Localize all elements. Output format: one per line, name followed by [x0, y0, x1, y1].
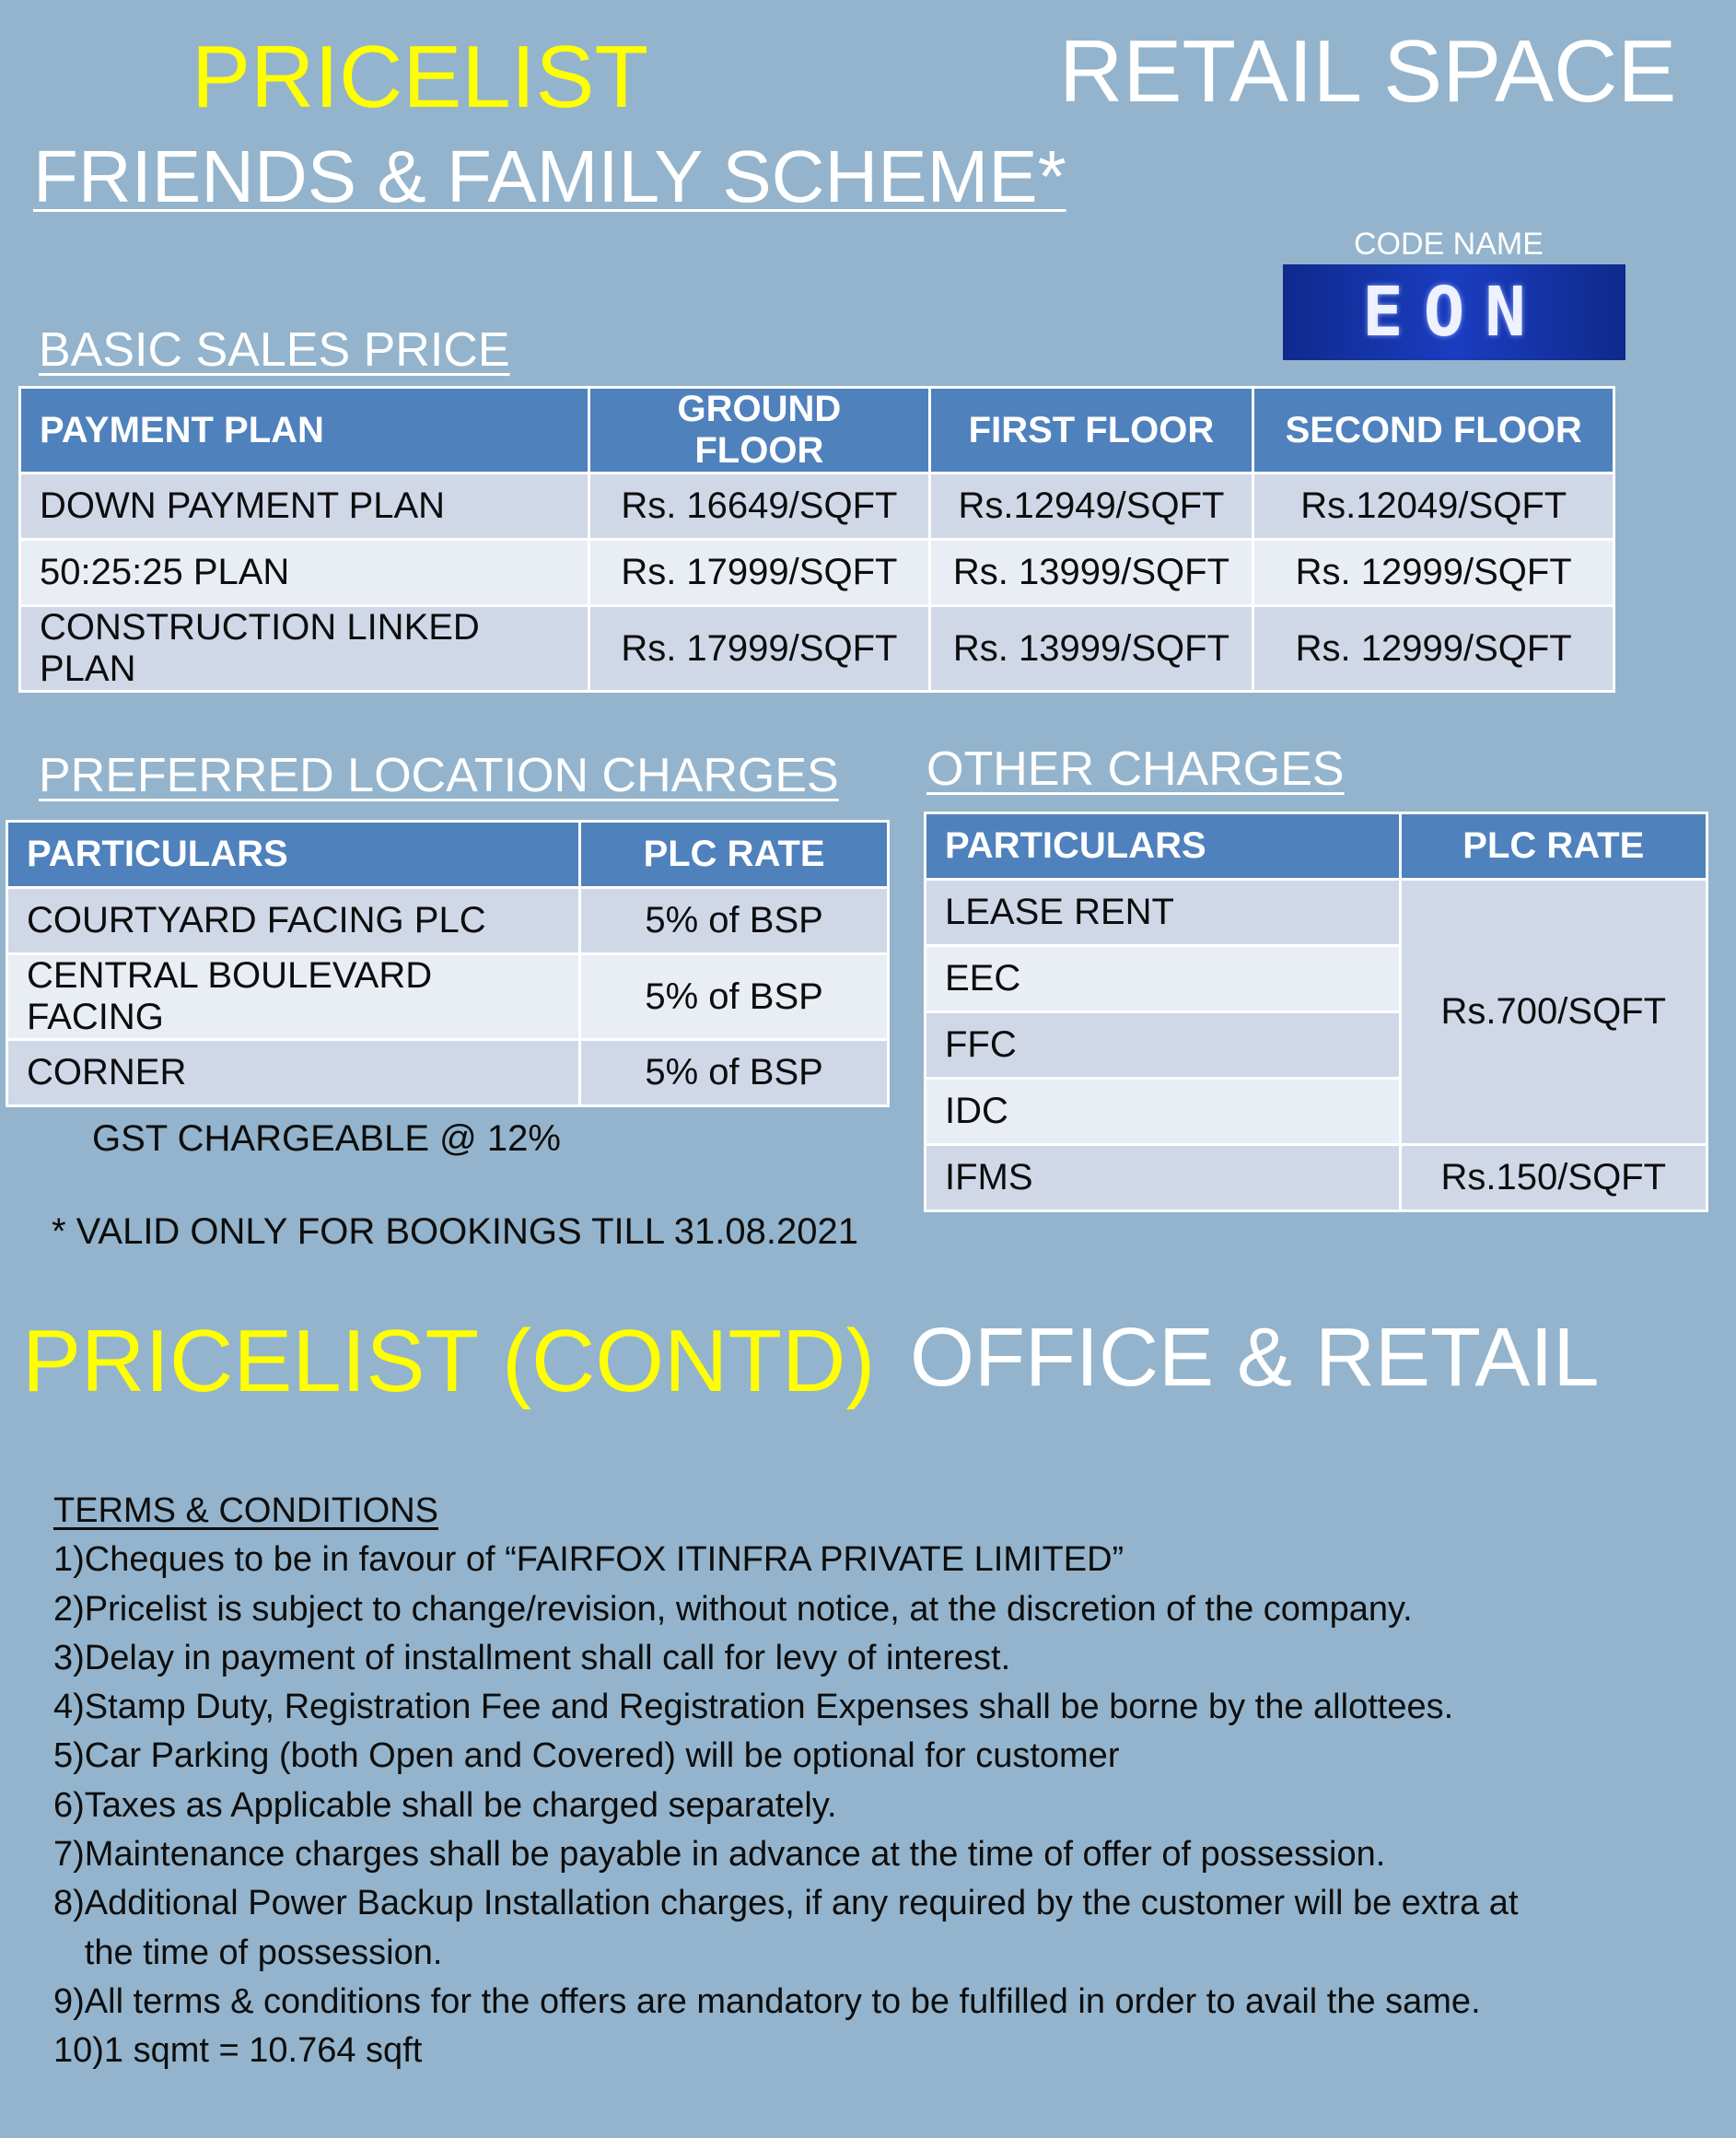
plc-col-header: PLC RATE: [580, 822, 889, 888]
term-number: 2): [53, 1589, 85, 1629]
table-row: [926, 1145, 1707, 1211]
code-name-label: CODE NAME: [1354, 227, 1544, 262]
term-text: Stamp Duty, Registration Fee and Registration Expenses shall be borne by the allottees.: [84, 1688, 1454, 1727]
eon-logo-text: EON: [1362, 273, 1546, 352]
list-item: [53, 1830, 1614, 1879]
gst-note: GST CHARGEABLE @ 12%: [92, 1118, 561, 1159]
list-item: [53, 2027, 1614, 2075]
plc-particular-cell: CENTRAL BOULEVARD FACING: [7, 954, 580, 1040]
bsp-plan-cell: CONSTRUCTION LINKED PLAN: [20, 606, 589, 692]
plc-table: [6, 820, 890, 1107]
other-particular-cell: FFC: [926, 1012, 1401, 1079]
plc-col-header: PARTICULARS: [7, 822, 580, 888]
scheme-title: FRIENDS & FAMILY SCHEME*: [33, 135, 1066, 217]
bsp-price-cell: Rs. 16649/SQFT: [589, 473, 929, 540]
other-rate-cell: Rs.150/SQFT: [1400, 1145, 1707, 1211]
term-text: Maintenance charges shall be payable in advance at the time of offer of possession.: [84, 1835, 1386, 1875]
term-number: 10): [53, 2031, 104, 2071]
page-title: PRICELIST: [192, 28, 649, 126]
term-text: Delay in payment of installment shall call for levy of interest.: [84, 1638, 1011, 1677]
list-item: [53, 1782, 1614, 1830]
contd-title: PRICELIST (CONTD): [22, 1312, 876, 1410]
bsp-col-header: GROUND FLOOR: [589, 388, 929, 473]
bsp-price-cell: Rs. 17999/SQFT: [589, 606, 929, 692]
plc-particular-cell: CORNER: [7, 1040, 580, 1106]
other-col-header: PLC RATE: [1400, 813, 1707, 880]
term-number: 1): [53, 1540, 85, 1580]
bsp-table: [18, 386, 1615, 693]
plc-particular-cell: COURTYARD FACING PLC: [7, 888, 580, 954]
term-text: 1 sqmt = 10.764 sqft: [103, 2031, 423, 2071]
list-item: [53, 1978, 1614, 2027]
term-text: Additional Power Backup Installation charges, if any required by the customer will be extra at the time of possession.: [84, 1884, 1519, 1972]
table-row: [20, 540, 1614, 606]
other-rate-cell: Rs.700/SQFT: [1400, 880, 1707, 1145]
other-col-header: PARTICULARS: [926, 813, 1401, 880]
term-number: 6): [53, 1785, 85, 1825]
plc-rate-cell: 5% of BSP: [580, 1040, 889, 1106]
list-item: [53, 1536, 1614, 1584]
term-text: Cheques to be in favour of “FAIRFOX ITINFRA PRIVATE LIMITED”: [84, 1540, 1124, 1580]
eon-logo: [1283, 264, 1625, 360]
bsp-col-header: FIRST FLOOR: [929, 388, 1253, 473]
terms-heading: TERMS & CONDITIONS: [53, 1491, 439, 1530]
bsp-price-cell: Rs. 13999/SQFT: [929, 606, 1253, 692]
bsp-col-header: SECOND FLOOR: [1253, 388, 1614, 473]
validity-note: * VALID ONLY FOR BOOKINGS TILL 31.08.2021: [52, 1211, 858, 1252]
term-number: 3): [53, 1638, 85, 1677]
table-row: [7, 954, 889, 1040]
table-row: [20, 606, 1614, 692]
other-particular-cell: IDC: [926, 1079, 1401, 1145]
term-number: 4): [53, 1688, 85, 1727]
bsp-plan-cell: DOWN PAYMENT PLAN: [20, 473, 589, 540]
table-row: [7, 1040, 889, 1106]
bsp-price-cell: Rs. 12999/SQFT: [1253, 540, 1614, 606]
list-item: [53, 1879, 1614, 1978]
table-row: [926, 880, 1707, 946]
table-row: [20, 473, 1614, 540]
category-title: RETAIL SPACE: [1059, 22, 1677, 121]
term-number: 9): [53, 1981, 85, 2021]
plc-heading: PREFERRED LOCATION CHARGES: [39, 749, 839, 802]
term-number: 8): [53, 1884, 85, 1923]
other-charges-heading: OTHER CHARGES: [926, 742, 1345, 796]
bsp-heading: BASIC SALES PRICE: [39, 323, 510, 377]
bsp-price-cell: Rs.12049/SQFT: [1253, 473, 1614, 540]
table-row: [7, 888, 889, 954]
list-item: [53, 1732, 1614, 1781]
term-text: All terms & conditions for the offers are mandatory to be fulfilled in order to avail the same.: [84, 1981, 1481, 2021]
bsp-plan-cell: 50:25:25 PLAN: [20, 540, 589, 606]
other-particular-cell: IFMS: [926, 1145, 1401, 1211]
bsp-price-cell: Rs. 17999/SQFT: [589, 540, 929, 606]
bsp-price-cell: Rs. 13999/SQFT: [929, 540, 1253, 606]
other-particular-cell: EEC: [926, 946, 1401, 1012]
list-item: [53, 1634, 1614, 1683]
term-text: Car Parking (both Open and Covered) will be optional for customer: [84, 1736, 1120, 1776]
term-text: Taxes as Applicable shall be charged separately.: [84, 1785, 837, 1825]
terms-and-conditions: [53, 1487, 1614, 2076]
list-item: [53, 1585, 1614, 1634]
office-retail-title: OFFICE & RETAIL: [910, 1312, 1600, 1404]
bsp-price-cell: Rs. 12999/SQFT: [1253, 606, 1614, 692]
term-text: Pricelist is subject to change/revision, without notice, at the discretion of the company.: [84, 1589, 1413, 1629]
other-charges-table: [924, 812, 1708, 1212]
plc-rate-cell: 5% of BSP: [580, 954, 889, 1040]
bsp-price-cell: Rs.12949/SQFT: [929, 473, 1253, 540]
list-item: [53, 1683, 1614, 1732]
term-number: 7): [53, 1835, 85, 1875]
bsp-col-header: PAYMENT PLAN: [20, 388, 589, 473]
plc-rate-cell: 5% of BSP: [580, 888, 889, 954]
other-particular-cell: LEASE RENT: [926, 880, 1401, 946]
term-number: 5): [53, 1736, 85, 1776]
